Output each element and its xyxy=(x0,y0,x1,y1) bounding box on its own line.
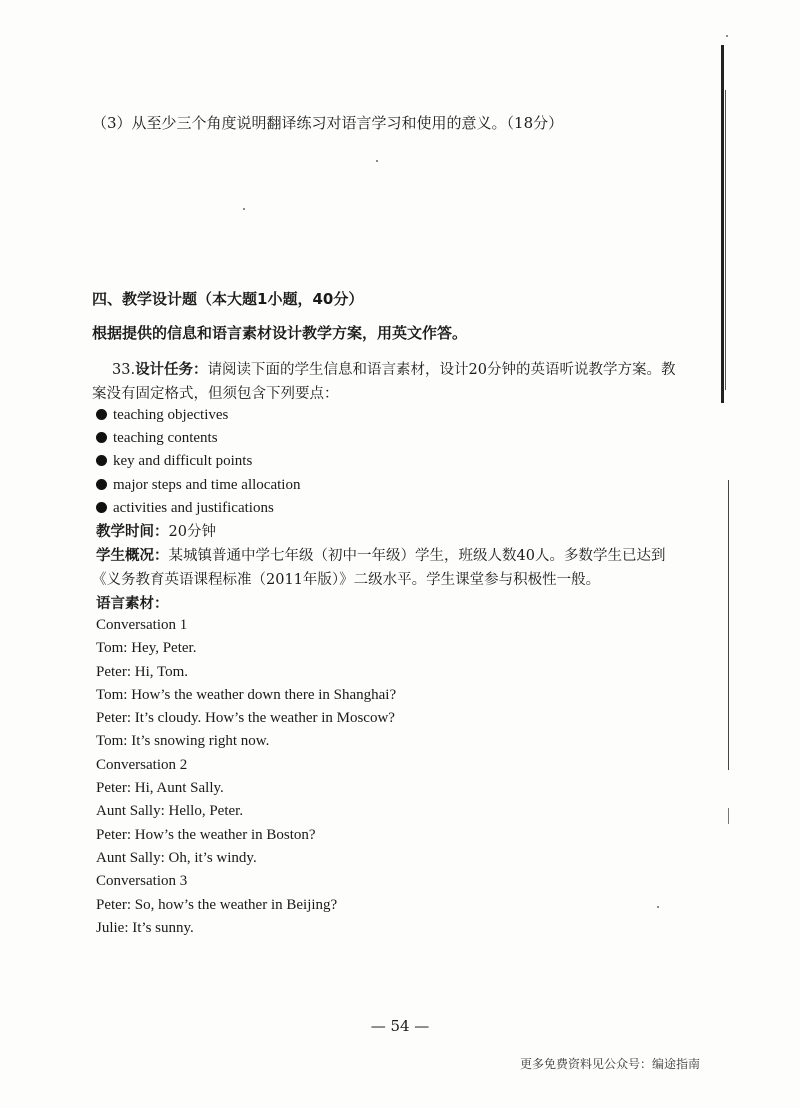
page-number: — 54 — xyxy=(370,1017,430,1035)
list-item-text: activities and justifications xyxy=(113,499,274,516)
dialog-line: Aunt Sally: Hello, Peter. xyxy=(96,803,244,820)
student-profile-label: 学生概况： xyxy=(96,548,169,564)
bullet-icon xyxy=(96,479,107,490)
list-item-text: major steps and time allocation xyxy=(113,476,301,493)
dialog-line: Aunt Sally: Oh, it’s windy. xyxy=(96,849,257,866)
scan-speck xyxy=(243,208,245,210)
scan-speck xyxy=(376,160,378,162)
student-profile-text: 某城镇普通中学七年级（初中一年级）学生，班级人数40人。多数学生已达到《义务教育英语课程标准（2011年版）》二级水平。学生课堂参与积极性一般。 xyxy=(92,548,666,588)
task-number: 33. xyxy=(112,362,136,378)
teaching-time xyxy=(96,520,216,541)
materials-label: 语言素材： xyxy=(96,596,169,612)
scan-speck xyxy=(657,906,659,908)
scan-speck xyxy=(726,35,728,37)
dialog-line: Conversation 3 xyxy=(96,873,188,890)
design-task xyxy=(92,358,682,406)
dialog-line: Peter: So, how’s the weather in Beijing? xyxy=(96,896,338,913)
task-label: 设计任务： xyxy=(135,362,208,378)
list-item-text: teaching contents xyxy=(113,430,218,447)
list-item xyxy=(96,427,300,450)
scan-edge-mark xyxy=(721,45,724,403)
dialog-line: Conversation 1 xyxy=(96,617,188,633)
dialog-line: Julie: It’s sunny. xyxy=(96,919,194,936)
dialog-line: Peter: How’s the weather in Boston? xyxy=(96,826,316,843)
list-item xyxy=(96,450,300,473)
task-text: 请阅读下面的学生信息和语言素材，设计20分钟的英语听说教学方案。教案没有固定格式，但须包含下列要点： xyxy=(92,362,676,402)
bullet-icon xyxy=(96,502,107,513)
footer-note: 更多免费资料见公众号：编途指南 xyxy=(519,1057,700,1071)
dialog-line: Tom: How’s the weather down there in Shanghai? xyxy=(96,686,397,703)
list-item xyxy=(96,497,300,520)
list-item xyxy=(96,474,300,497)
dialog-line: Peter: Hi, Tom. xyxy=(96,663,188,680)
student-profile xyxy=(92,544,682,592)
bullet-icon xyxy=(96,455,107,466)
teaching-time-label: 教学时间： xyxy=(96,524,169,540)
dialog-line: Conversation 2 xyxy=(96,756,188,773)
list-item xyxy=(96,404,300,427)
instruction-text: 根据提供的信息和语言素材设计教学方案，用英文作答。 xyxy=(92,324,468,342)
scan-edge-mark xyxy=(725,90,726,390)
dialog-line: Peter: It’s cloudy. How’s the weather in Moscow? xyxy=(96,710,395,727)
dialog-transcript xyxy=(96,614,396,940)
teaching-time-value: 20分钟 xyxy=(168,524,216,540)
scan-edge-mark xyxy=(728,808,729,824)
dialog-line: Tom: Hey, Peter. xyxy=(96,640,197,657)
list-item-text: key and difficult points xyxy=(113,453,253,470)
section-heading: 四、教学设计题（本大题1小题，40分） xyxy=(92,290,364,308)
dialog-line: Peter: Hi, Aunt Sally. xyxy=(96,780,224,797)
key-points-list xyxy=(96,404,300,520)
list-item-text: teaching objectives xyxy=(113,407,229,423)
bullet-icon xyxy=(96,409,107,420)
question-3-text: （3）从至少三个角度说明翻译练习对语言学习和使用的意义。（18分） xyxy=(92,114,564,132)
bullet-icon xyxy=(96,432,107,443)
scan-edge-mark xyxy=(728,480,729,770)
dialog-line: Tom: It’s snowing right now. xyxy=(96,733,270,750)
